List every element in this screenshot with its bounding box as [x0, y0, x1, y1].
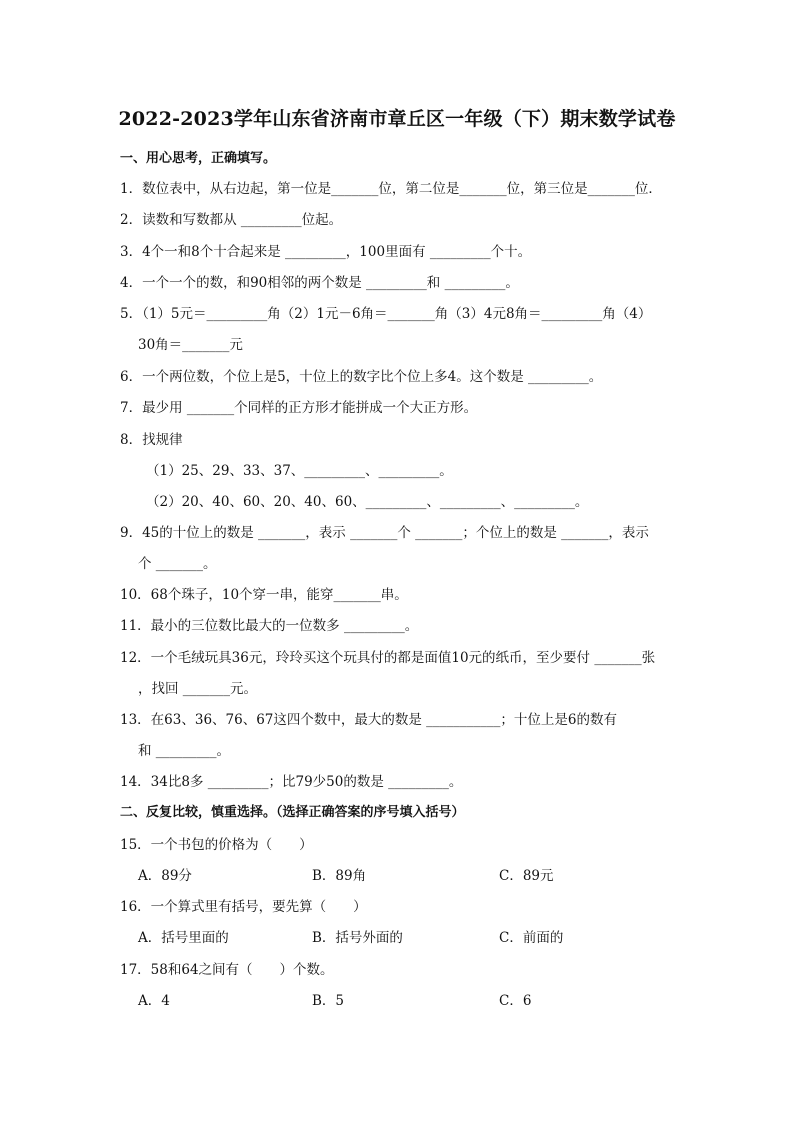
- question-13-line-1: 13．在63、36、76、67这四个数中，最大的数是 ___________；十位上是6的数有: [120, 712, 618, 728]
- question-17-option-b: B．5: [312, 993, 345, 1009]
- question-16-option-c: C．前面的: [499, 930, 564, 946]
- question-17-option-a: A．4: [138, 993, 170, 1009]
- question-17: 17．58和64之间有（ ）个数。: [120, 962, 334, 978]
- section-2-heading: 二、反复比较，慎重选择。（选择正确答案的序号填入括号）: [120, 805, 465, 820]
- question-4: 4．一个一个的数，和90相邻的两个数是 _________和 _________。: [120, 275, 519, 291]
- question-12-line-1: 12．一个毛绒玩具36元，玲玲买这个玩具付的都是面值10元的纸币，至少要付 _______张: [120, 650, 656, 666]
- question-15-option-c: C．89元: [499, 868, 554, 884]
- question-10: 10．68个珠子，10个穿一串，能穿_______串。: [120, 587, 408, 603]
- question-16: 16．一个算式里有括号，要先算（ ）: [120, 899, 367, 915]
- question-11: 11．最小的三位数比最大的一位数多 _________。: [120, 618, 419, 634]
- question-5-line-2: 30角＝_______元: [138, 337, 243, 353]
- question-1: 1．数位表中，从右边起，第一位是_______位，第二位是_______位，第三位是_______位．: [120, 181, 662, 197]
- question-5-line-1: 5．（1）5元＝_________角（2）1元－6角＝_______角（3）4元8角＝_________角（4）: [120, 306, 652, 322]
- exam-title: 2022-2023学年山东省济南市章丘区一年级（下）期末数学试卷: [118, 108, 676, 130]
- question-13-line-2: 和 _________。: [138, 743, 231, 759]
- question-15: 15．一个书包的价格为（ ）: [120, 837, 313, 853]
- question-8-part-1: （1）25、29、33、37、_________、_________。: [146, 463, 453, 479]
- question-8: 8．找规律: [120, 432, 183, 448]
- question-8-part-2: （2）20、40、60、20、40、60、_________、_________、_________。: [146, 494, 589, 510]
- question-14: 14．34比8多 _________；比79少50的数是 _________。: [120, 774, 463, 790]
- question-15-option-a: A．89分: [138, 868, 192, 884]
- question-3: 3．4个一和8个十合起来是 _________，100里面有 _________个十。: [120, 244, 532, 260]
- question-2: 2．读数和写数都从 _________位起。: [120, 212, 343, 228]
- question-17-option-c: C．6: [499, 993, 532, 1009]
- question-12-line-2: ，找回 _______元。: [138, 681, 258, 697]
- question-6: 6．一个两位数，个位上是5，十位上的数字比个位上多4。这个数是 _________。: [120, 369, 603, 385]
- question-7: 7．最少用 _______个同样的正方形才能拼成一个大正方形。: [120, 400, 478, 416]
- section-1-heading: 一、用心思考，正确填写。: [120, 151, 277, 166]
- question-16-option-a: A．括号里面的: [138, 930, 229, 946]
- question-9-line-1: 9．45的十位上的数是 _______，表示 _______个 _______；个位上的数是 _______，表示: [120, 525, 649, 541]
- question-15-option-b: B．89角: [312, 868, 367, 884]
- question-16-option-b: B．括号外面的: [312, 930, 403, 946]
- question-9-line-2: 个 _______。: [138, 556, 217, 572]
